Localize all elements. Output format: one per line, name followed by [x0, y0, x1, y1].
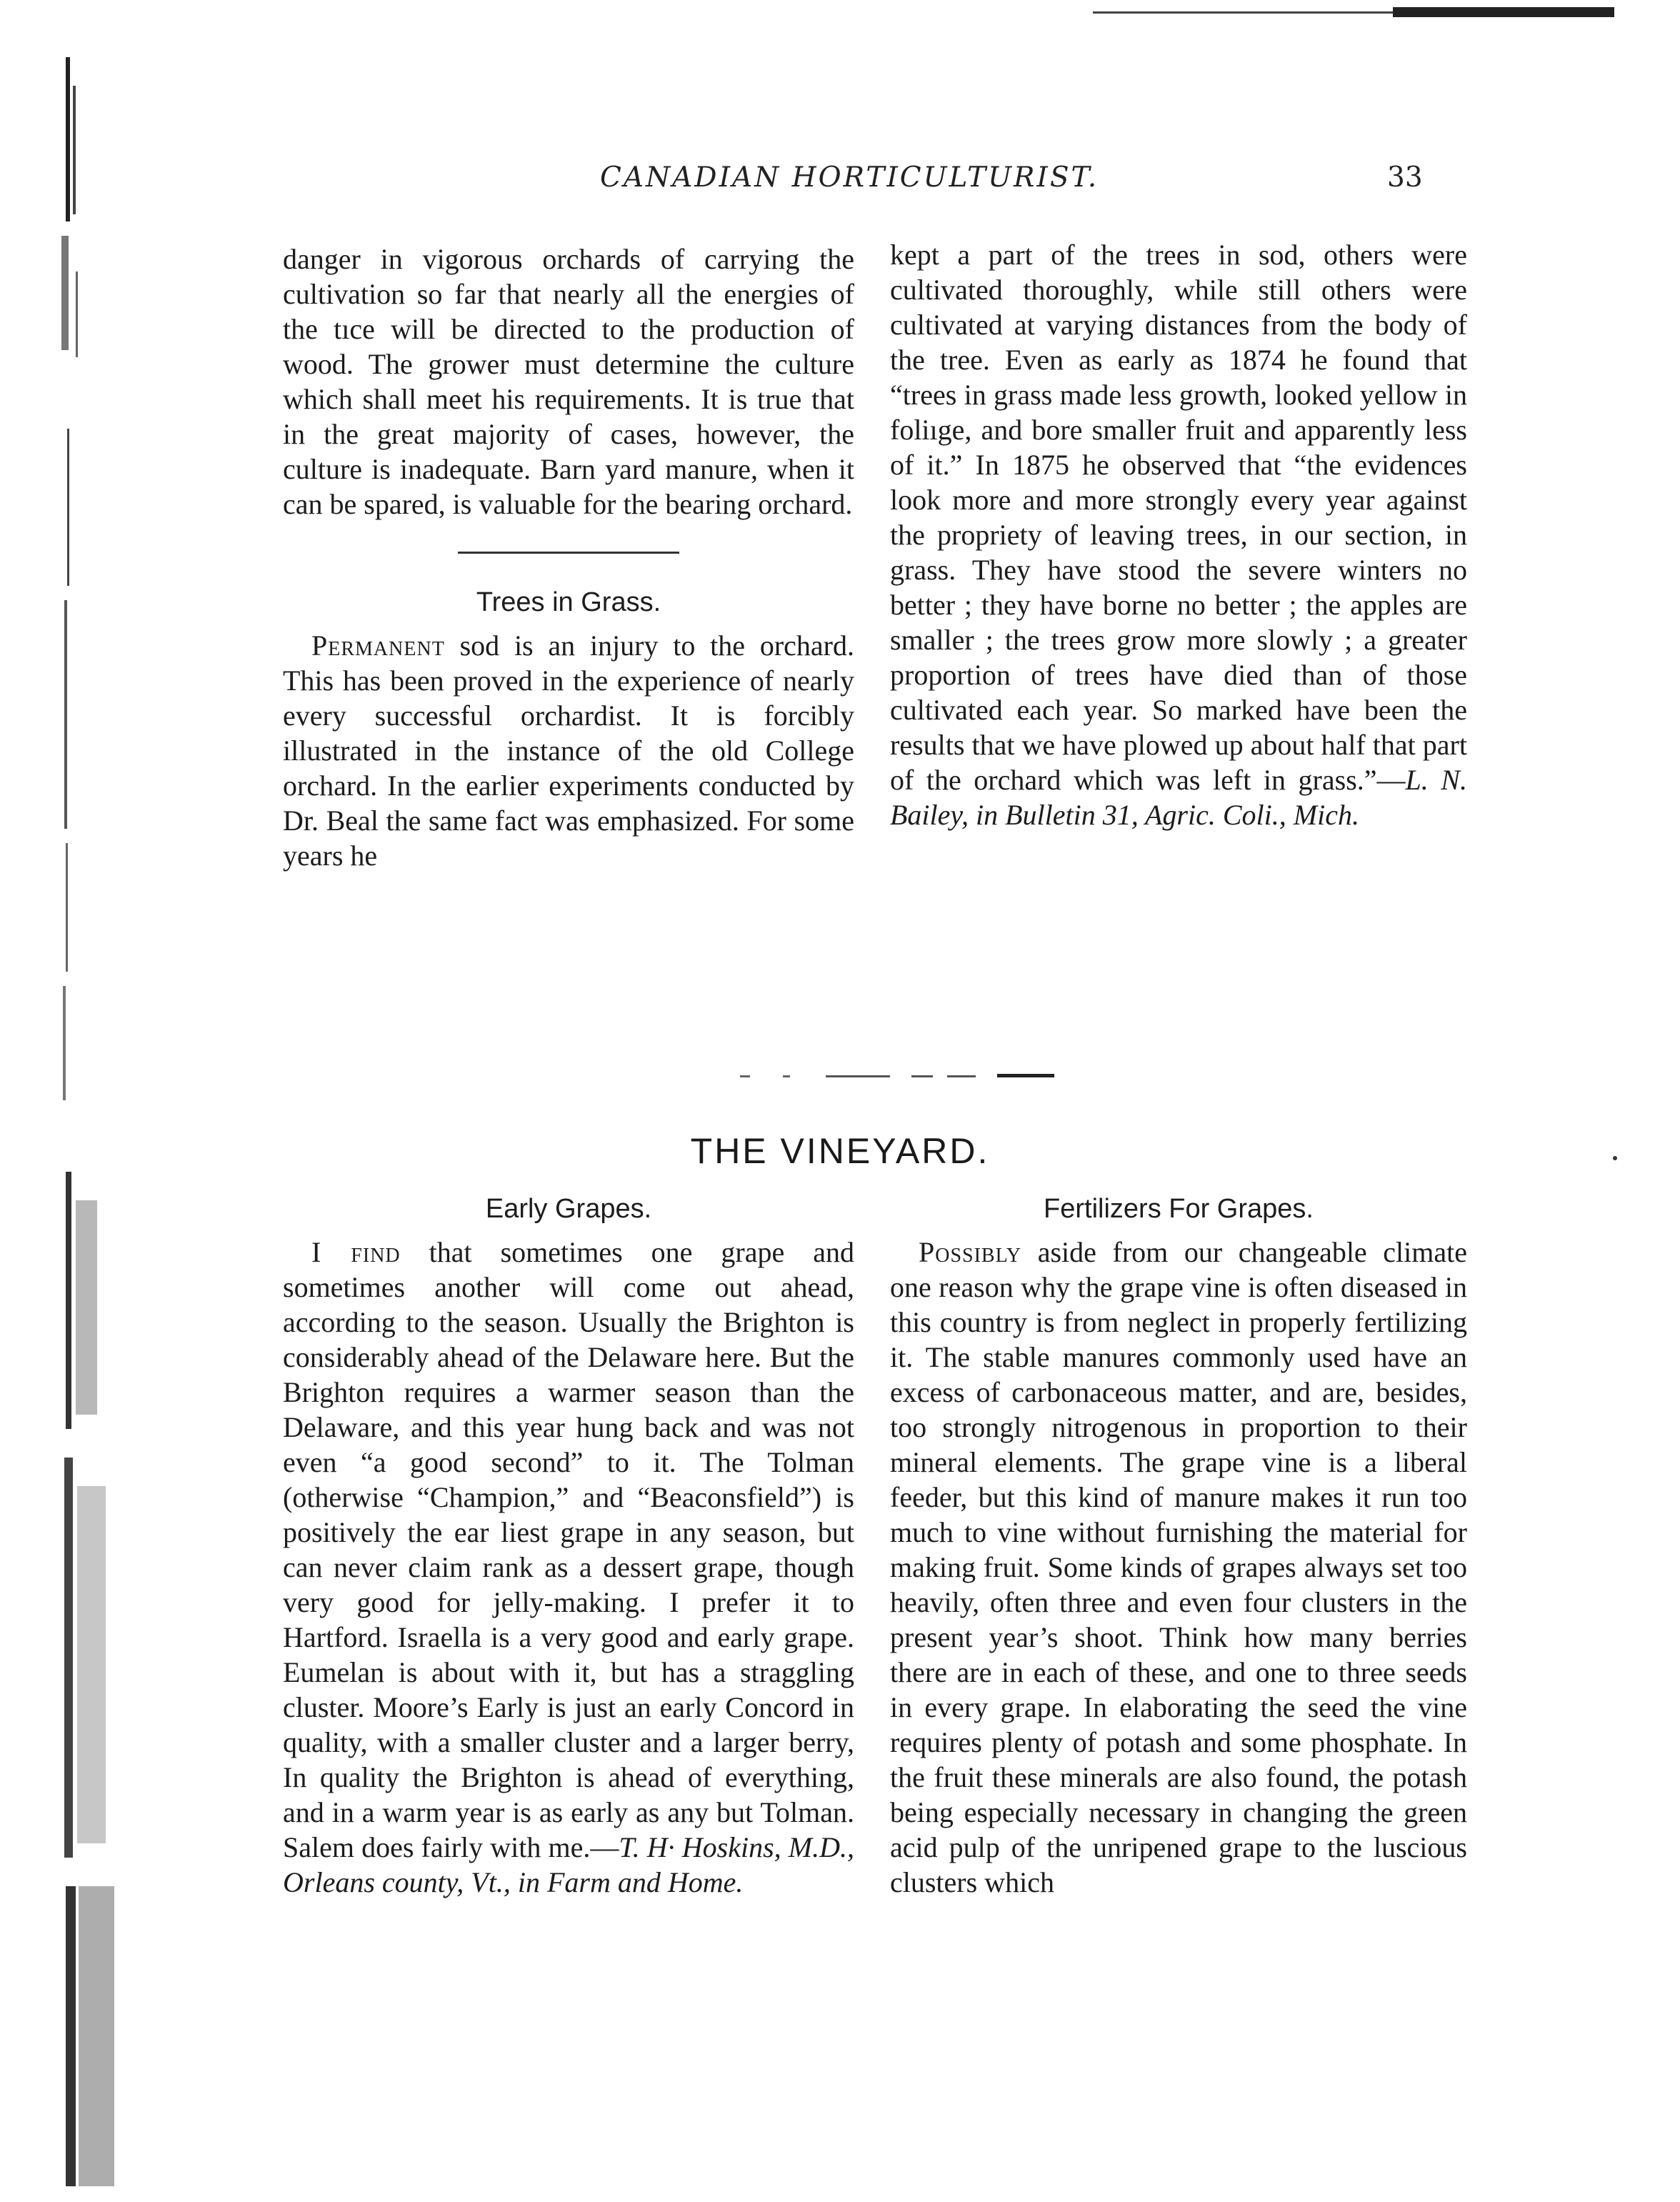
binding-edge — [51, 57, 130, 2193]
running-head: CANADIAN HORTICULTURIST. — [600, 161, 1099, 194]
paragraph — [890, 1235, 1467, 1900]
section-rule — [458, 552, 679, 554]
heading-trees-in-grass: Trees in Grass. — [476, 587, 661, 617]
lead-word: I find — [311, 1236, 401, 1268]
paragraph — [283, 1235, 854, 1900]
column-1 — [283, 241, 854, 873]
lead-word: Permanent — [311, 629, 445, 662]
paragraph-text: that sometimes one grape and sometimes another will come out ahead, according to the season. Usually the Brighton is considerably ahead of the Delaware here. But the Brighton requires a warmer season than the Delaware, and this year hung back and was not even “a good second” to it. The Tolman (otherwise “Champion,” and “Beaconsfield”) is positively the ear liest grape in any season, but can never claim rank as a dessert grape, though very good for jelly-making. I prefer it to Hartford. Israella is a very good and early grape. Eumelan is about with it, but has a straggling cluster. Moore’s Early is just an early Concord in quality, with a smaller cluster and a larger berry, In quality the Brighton is ahead of everything, and in a warm year is as early as any but Tolman. Salem does fairly with me.— — [283, 1236, 854, 1863]
citation: L. N. Bailey, in Bulletin 31, Agric. Coli., Mich. — [890, 764, 1467, 831]
column-3 — [283, 1194, 855, 1900]
section-title: THE VINEYARD. — [690, 1131, 990, 1171]
paragraph: danger in vigorous orchards of carrying the cultivation so far that nearly all the energies of the tıce will be directed to the production of wood. The grower must determine the culture which shall meet his requirements. It is true that in the great majority of cases, however, the culture is inadequate. Barn yard manure, when it can be spared, is valuable for the bearing orchard. — [283, 243, 854, 520]
paragraph-text: kept a part of the trees in sod, others were cultivated thoroughly, while still others were cultivated at varying distances from the body of the tree. Even as early as 1874 he found that “trees in grass made less growth, looked yellow in foliıge, and bore smaller fruit and apparently less of it.” In 1875 he observed that “the evidences look more and more strongly every year against the propriety of leaving trees, in our section, in grass. They have stood the severe winters no better ; they have borne no better ; the apples are smaller ; the trees grow more slowly ; a greater proportion of trees have died than of those cultivated each year. So marked have been the results that we have plowed up about half that part of the orchard which was left in grass.”— — [890, 239, 1467, 796]
paragraph-text: aside from our changeable climate one reason why the grape vine is often diseased in this country is from neglect in properly fertilizing it. The stable manures commonly used have an excess of carbonaceous matter, and are, besides, too strongly nitrogenous in proportion to their mineral elements. The grape vine is a liberal feeder, but this kind of manure makes it run too much to vine without furnishing the material for making fruit. Some kinds of grapes always set too heavily, often three and even four clusters in the present year’s shoot. Think how many berries there are in each of these, and one to three seeds in every grape. In elaborating the seed the vine requires plenty of potash and some phosphate. In the fruit these minerals are also found, the potash being especially necessary in changing the green acid pulp of the unripened grape to the luscious clusters which — [890, 1236, 1467, 1898]
lead-word: Possibly — [919, 1236, 1022, 1268]
column-2 — [890, 237, 1467, 832]
paragraph — [283, 628, 854, 873]
page-number: 33 — [1387, 161, 1423, 194]
top-rule — [1093, 6, 1614, 21]
section-ornament — [740, 1072, 1054, 1080]
column-4 — [890, 1194, 1467, 1900]
heading-early-grapes: Early Grapes. — [485, 1194, 652, 1224]
citation: T. H· Hoskins, M.D., Orleans county, Vt., in Farm and Home. — [283, 1831, 855, 1898]
paragraph — [890, 237, 1467, 832]
heading-fertilizers-for-grapes: Fertilizers For Grapes. — [1044, 1194, 1314, 1224]
speck — [1613, 1156, 1617, 1160]
paragraph-text: sod is an injury to the orchard. This has been proved in the experience of nearly every successful orchardist. It is forcibly illustrated in the instance of the old College orchard. In the earlier experiments conducted by Dr. Beal the same fact was emphasized. For some years he — [283, 629, 854, 872]
